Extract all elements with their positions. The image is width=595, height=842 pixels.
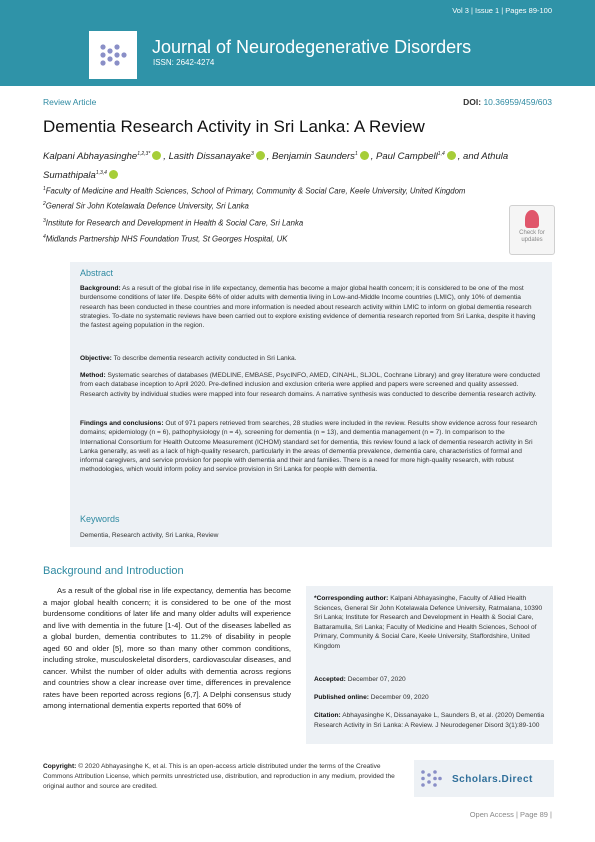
findings-label: Findings and conclusions:: [80, 420, 164, 427]
correspondence-box: [306, 586, 553, 744]
abstract-background: [80, 284, 542, 330]
affil-number: 4: [43, 234, 46, 240]
author-affil-sup: 3: [250, 151, 254, 157]
affiliation: [43, 234, 287, 244]
affiliation: [43, 186, 465, 196]
affil-number: 3: [43, 218, 46, 224]
abstract-box: [70, 262, 552, 547]
affiliation: [43, 218, 303, 228]
abstract-heading: Abstract: [80, 268, 114, 278]
author-and: and: [463, 151, 479, 163]
orcid-icon[interactable]: [256, 151, 265, 160]
author-affil-sup: 1,2,3*: [137, 151, 151, 157]
citation-text: Abhayasinghe K, Dissanayake L, Saunders B, et al. (2020) Dementia Research Activity in Sri Lanka: A Review. J Neurodegener Disord 3(1):89-100: [314, 712, 545, 729]
publisher-logo-icon: [418, 766, 443, 791]
citation-label: Citation:: [314, 712, 341, 719]
doi-link[interactable]: 10.36959/459/603: [483, 97, 552, 107]
orcid-icon[interactable]: [109, 170, 118, 179]
journal-title: Journal of Neurodegenerative Disorders: [152, 37, 472, 57]
method-label: Method:: [80, 372, 106, 379]
abstract-findings: [80, 419, 542, 475]
keywords-heading: Keywords: [80, 514, 120, 524]
copyright-label: Copyright:: [43, 763, 77, 770]
bookmark-icon: [525, 210, 539, 228]
objective-text: To describe dementia research activity conducted in Sri Lanka.: [113, 355, 297, 362]
background-text: As a result of the global rise in life expectancy, dementia has become a major global health concern; it is considered to be one of the most burdensome conditions of later life. Despite 66% of older adults with dementia living in Low-and-Middle Income countries (LMIC), only 10% of dementia research has been conducted in these countries and more information is needed about research activity within LMIC to inform on global dementia research strategies. To-date no systematic reviews have been carried out to explore existing evidence of dementia research reported from Sri Lanka, despite it having the fastest ageing population in the region.: [80, 285, 536, 330]
affil-text: Institute for Research and Development in Health & Social Care, Sri Lanka: [45, 218, 304, 228]
publisher-name: Scholars.Direct: [452, 774, 533, 785]
author-affil-sup: 1,4: [437, 151, 445, 157]
doi: [463, 97, 552, 107]
orcid-icon[interactable]: [152, 151, 161, 160]
author-affil-sup: 1: [354, 151, 358, 157]
journal-logo-icon: [89, 31, 137, 79]
accepted-date: [314, 675, 546, 685]
affil-number: 2: [43, 201, 46, 207]
affil-text: Faculty of Medicine and Health Sciences, School of Primary, Community & Social Care, Keele University, United Kingdom: [45, 186, 466, 196]
doi-label: DOI:: [463, 97, 482, 107]
article-title: Dementia Research Activity in Sri Lanka: A Review: [43, 117, 425, 136]
check-for-updates-badge[interactable]: [509, 205, 555, 255]
citation: [314, 711, 546, 730]
method-text: Systematic searches of databases (MEDLINE, EMBASE, PsycINFO, AMED, CINAHL, SLJOL, Cochrane Library) and grey literature were conducted from each database inception to April 2020. Pre-defined inclusion and exclusion criteria were applied and papers were screened and quality assessed. Research activity by individual studies were mapped into four research domains. A narrative synthesis was conducted to describe dementia research activity.: [80, 372, 540, 398]
corr-text: Kalpani Abhayasinghe, Faculty of Allied Health Sciences, General Sir John Kotelawala Defence University, Ratmalana, 10390 Sri Lanka; Institute for Research and Development in Health & Social Care, Battaramulla, Sri Lanka; Faculty of Medicine and Health Sciences, School of Primary, Community & Social Care, Keele University, Staffordshire, United Kingdom: [314, 595, 543, 650]
copyright-text: © 2020 Abhayasinghe K, et al. This is an open-access article distributed under the terms of the Creative Commons Attribution License, which permits unrestricted use, distribution, and reproduction in any medium, provided the original author and source are credited.: [43, 763, 395, 790]
published-label: Published online:: [314, 694, 369, 701]
check-for-label: Check for: [519, 230, 545, 236]
keywords: Dementia, Research activity, Sri Lanka, Review: [80, 532, 219, 539]
author-list: Kalpani Abhayasinghe$^{1,2,3*}$ , Lasith Dissanayake$^3$ , Benjamin Saunders$^1$ , Paul Campbell$^{1,4}$ , and Athula Sumathipala$^{1,3,4}$: [43, 151, 509, 182]
affiliation: [43, 201, 249, 211]
section-heading: Background and Introduction: [43, 565, 184, 577]
accepted-label: Accepted:: [314, 676, 346, 683]
accepted-value: December 07, 2020: [347, 676, 406, 683]
volume-issue-pages: Vol 3 | Issue 1 | Pages 89-100: [452, 6, 552, 15]
journal-issn: ISSN: 2642-4274: [153, 58, 215, 67]
affil-number: 1: [43, 186, 46, 192]
intro-text: [43, 585, 291, 712]
page-footer: Open Access | Page 89 |: [469, 810, 552, 819]
author-affil-sup: 1,3,4: [95, 170, 107, 177]
author-name: Kalpani Abhayasinghe: [43, 151, 138, 163]
intro-paragraph: As a result of the global rise in life expectancy, dementia has become a major global health concern; it is considered to be one of the most burdensome conditions of later life and many older adults will experience and live with dementia in the future [1-4]. Out of the diseases labelled as a global burden, dementia contributes to 11.2% of disability in people aged 60 and older [5], more so than many other common conditions, including stroke, musculoskeletal disorders, cardiovascular diseases, and cancer. Whilst the number of older adults with dementia across regions and countries show a clear increase over time, differences in prevalence rates have been reported across regions [6,7]. A Delphi consensus study among international dementia experts reported that 60% of: [43, 586, 291, 710]
author-name: Athula Sumathipala: [43, 151, 509, 182]
corresponding-author: [314, 594, 546, 651]
corr-label: *Corresponding author:: [314, 595, 389, 602]
published-value: December 09, 2020: [370, 694, 429, 701]
article-type: Review Article: [43, 97, 97, 107]
updates-label: updates: [521, 237, 543, 243]
affil-text: General Sir John Kotelawala Defence University, Sri Lanka: [45, 201, 249, 211]
author-name: Lasith Dissanayake: [168, 151, 251, 163]
orcid-icon[interactable]: [447, 151, 456, 160]
copyright-notice: [43, 762, 403, 792]
published-date: [314, 693, 546, 703]
publisher-logo[interactable]: [414, 760, 554, 797]
abstract-objective: [80, 354, 542, 363]
orcid-icon[interactable]: [360, 151, 369, 160]
author-name: Benjamin Saunders: [272, 151, 355, 163]
background-label: Background:: [80, 285, 121, 292]
abstract-method: [80, 371, 542, 399]
findings-text: Out of 971 papers retrieved from searches, 28 studies were included in the review. Results show evidence across four research domains; epidemiology (n = 6), pathophysiology (n = 4), screening for dementia (n = 13), and dementia management (n = 7). In comparison to the International Consortium for Health Outcome Measurement (ICHOM) standard set for dementia, this review found a lack of dementia research activity in Sri Lanka generally, as well as a lack of high-quality research, particularly in the areas of dementia prevalence, dementia care, characteristics of formal and informal caregivers, and service provision for people with dementia and their and families. There is a need for more high-quality research, with robust methodologies, which would inform policy and service provision in Sri Lanka for people with dementia.: [80, 420, 538, 474]
journal-banner: [0, 0, 595, 86]
objective-label: Objective:: [80, 355, 112, 362]
affil-text: Midlands Partnership NHS Foundation Trust, St Georges Hospital, UK: [45, 234, 288, 244]
author-name: Paul Campbell: [376, 151, 438, 163]
